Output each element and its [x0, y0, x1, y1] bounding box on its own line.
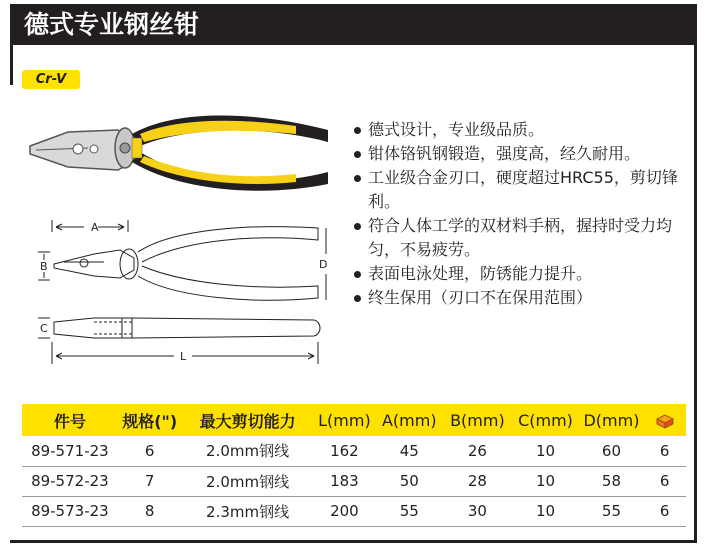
- cell-size: 8: [118, 496, 182, 526]
- cell-l: 183: [314, 466, 376, 496]
- cell-c: 10: [511, 496, 579, 526]
- page-title: [10, 4, 697, 45]
- cell-d: 60: [580, 436, 644, 466]
- header-l: L(mm): [314, 404, 376, 436]
- cell-b: 28: [443, 466, 511, 496]
- feature-item: 德式设计，专业级品质。: [354, 118, 699, 142]
- spec-table: [22, 404, 686, 527]
- cell-a: 50: [375, 466, 443, 496]
- header-c: C(mm): [511, 404, 579, 436]
- cell-size: 7: [118, 466, 182, 496]
- table-row: [22, 496, 686, 526]
- cell-l: 162: [314, 436, 376, 466]
- cell-a: 45: [375, 436, 443, 466]
- cell-package-qty: 6: [643, 466, 686, 496]
- feature-list: [354, 118, 699, 310]
- cell-d: 55: [580, 496, 644, 526]
- frame-left-line: [10, 45, 13, 85]
- cell-b: 30: [443, 496, 511, 526]
- dimension-label-c: C: [40, 322, 48, 335]
- dimension-label-d: D: [319, 258, 328, 271]
- table-header-row: [22, 404, 686, 436]
- cell-a: 55: [375, 496, 443, 526]
- header-package: [643, 404, 686, 436]
- cell-max-cut: 2.0mm钢线: [182, 466, 314, 496]
- cell-l: 200: [314, 496, 376, 526]
- cr-v-badge-text: Cr-V: [35, 72, 67, 87]
- feature-item: 工业级合金刃口，硬度超过HRC55，剪切锋利。: [354, 166, 699, 214]
- cell-part-no: 89-572-23: [22, 466, 118, 496]
- dimension-label-a: A: [91, 221, 99, 234]
- header-size: 规格("): [118, 404, 182, 436]
- header-max-cut: 最大剪切能力: [182, 404, 314, 436]
- page-title-text: 德式专业钢丝钳: [24, 10, 200, 39]
- cell-b: 26: [443, 436, 511, 466]
- pliers-image: [28, 112, 333, 202]
- table-row: [22, 466, 686, 496]
- cr-v-badge: [22, 70, 80, 89]
- header-part-no: 件号: [22, 404, 118, 436]
- cell-package-qty: 6: [643, 436, 686, 466]
- feature-item: 终生保用（刃口不在保用范围）: [354, 286, 699, 310]
- cell-package-qty: 6: [643, 496, 686, 526]
- cell-c: 10: [511, 436, 579, 466]
- cell-max-cut: 2.0mm钢线: [182, 436, 314, 466]
- cell-max-cut: 2.3mm钢线: [182, 496, 314, 526]
- dimension-label-l: L: [180, 350, 187, 363]
- header-b: B(mm): [443, 404, 511, 436]
- header-a: A(mm): [375, 404, 443, 436]
- feature-item: 钳体铬钒钢锻造，强度高，经久耐用。: [354, 142, 699, 166]
- header-d: D(mm): [580, 404, 644, 436]
- package-box-icon: [655, 413, 675, 429]
- cell-c: 10: [511, 466, 579, 496]
- cell-d: 58: [580, 466, 644, 496]
- table-row: [22, 436, 686, 466]
- cell-part-no: 89-571-23: [22, 436, 118, 466]
- cell-size: 6: [118, 436, 182, 466]
- cell-part-no: 89-573-23: [22, 496, 118, 526]
- feature-item: 表面电泳处理，防锈能力提升。: [354, 262, 699, 286]
- frame-bottom-line: [10, 540, 697, 543]
- dimension-diagram: [34, 218, 326, 368]
- feature-item: 符合人体工学的双材料手柄，握持时受力均匀，不易疲劳。: [354, 214, 699, 262]
- dimension-label-b: B: [40, 260, 48, 273]
